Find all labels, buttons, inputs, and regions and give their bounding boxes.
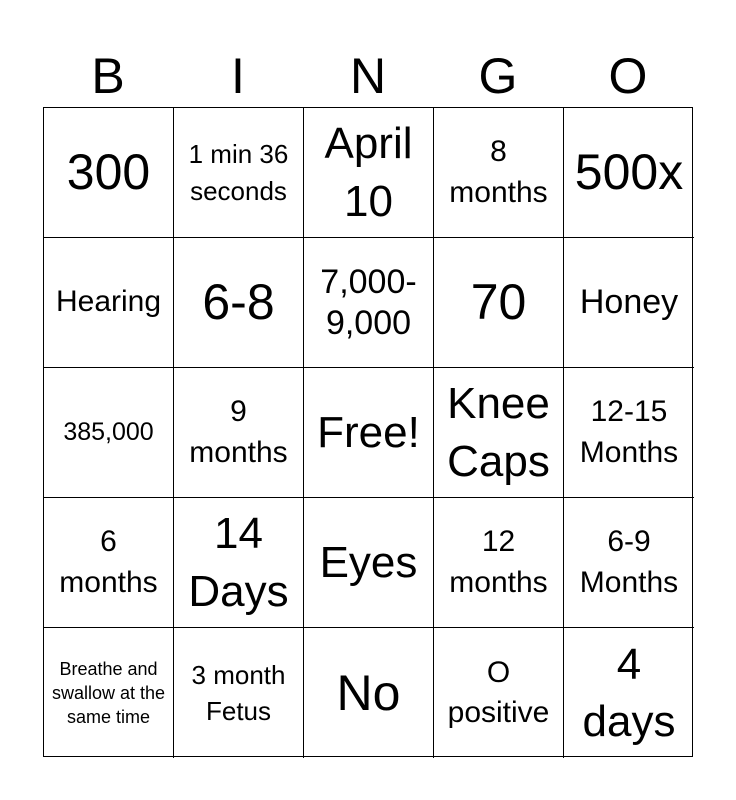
bingo-cell[interactable] [174, 368, 304, 498]
header-letter-g: G [478, 48, 518, 104]
cell-text: Free! [317, 407, 420, 457]
cell-text: 6 months [59, 525, 158, 599]
bingo-cell[interactable] [174, 238, 304, 368]
cell-text: 12-15 Months [579, 395, 679, 469]
bingo-cell[interactable] [564, 108, 694, 238]
bingo-cell[interactable] [434, 238, 564, 368]
header-letter-o: O [608, 48, 648, 104]
bingo-board [43, 107, 693, 757]
cell-text: 70 [470, 274, 527, 330]
bingo-cell[interactable] [564, 628, 694, 758]
cell-text: Honey [579, 283, 679, 322]
bingo-cell[interactable] [44, 628, 174, 758]
cell-text: Knee Caps [447, 379, 550, 486]
cell-text: Hearing [55, 285, 162, 319]
bingo-cell[interactable] [304, 368, 434, 498]
bingo-cell[interactable] [564, 498, 694, 628]
cell-text: O positive [447, 655, 550, 729]
cell-text: 7,000-9,000 [320, 262, 417, 342]
cell-text: 4 days [582, 639, 676, 746]
bingo-cell[interactable] [174, 498, 304, 628]
header-letter-b: B [91, 48, 125, 104]
cell-text: 500x [574, 144, 684, 200]
bingo-cell[interactable] [564, 238, 694, 368]
bingo-cell[interactable] [304, 108, 434, 238]
bingo-cell[interactable] [44, 108, 174, 238]
bingo-cell[interactable] [304, 628, 434, 758]
bingo-cell[interactable] [44, 368, 174, 498]
cell-text: 6-8 [202, 274, 275, 330]
bingo-cell[interactable] [434, 368, 564, 498]
cell-text: 300 [66, 144, 151, 200]
cell-text: No [336, 664, 401, 721]
header-letter-n: N [349, 48, 387, 104]
cell-text: 9 months [189, 395, 288, 469]
bingo-cell[interactable] [304, 238, 434, 368]
cell-text: 385,000 [63, 417, 154, 446]
bingo-cell[interactable] [44, 498, 174, 628]
cell-text: Breathe and swallow at the same time [51, 658, 166, 728]
bingo-cell[interactable] [304, 498, 434, 628]
bingo-header [43, 45, 693, 107]
bingo-cell[interactable] [44, 238, 174, 368]
bingo-cell[interactable] [434, 628, 564, 758]
cell-text: April 10 [324, 119, 413, 226]
header-letter-i: I [231, 48, 245, 104]
cell-text: 12 months [449, 525, 548, 599]
bingo-cell[interactable] [174, 628, 304, 758]
cell-text: 6-9 Months [579, 525, 679, 599]
cell-text: 3 month Fetus [191, 659, 286, 726]
bingo-cell[interactable] [434, 498, 564, 628]
bingo-cell[interactable] [564, 368, 694, 498]
cell-text: 8 months [449, 135, 548, 209]
cell-text: 1 min 36 seconds [188, 139, 289, 206]
cell-text: Eyes [319, 537, 418, 587]
bingo-cell[interactable] [174, 108, 304, 238]
cell-text: 14 Days [188, 509, 289, 616]
bingo-cell[interactable] [434, 108, 564, 238]
